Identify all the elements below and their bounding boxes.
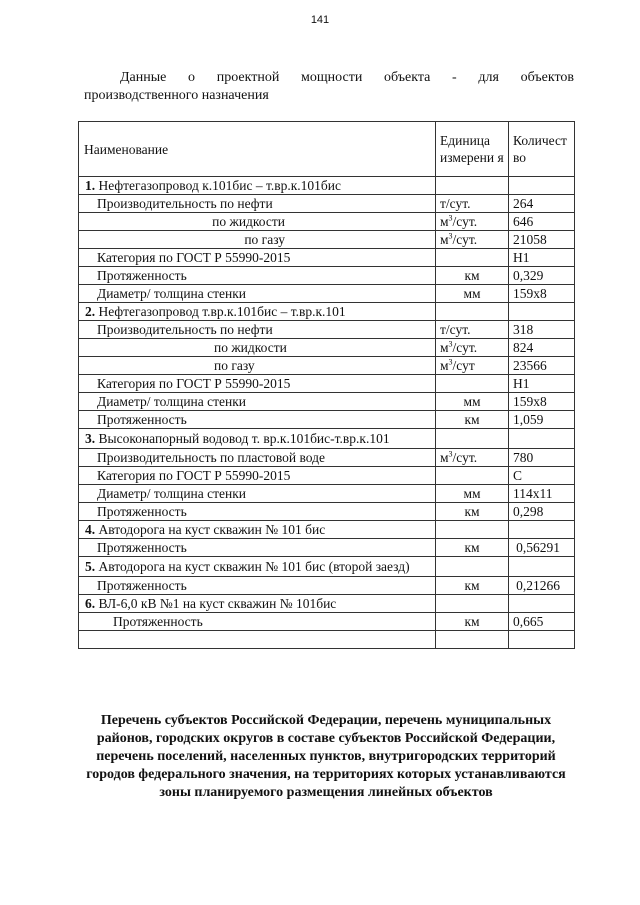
table-row xyxy=(79,411,575,429)
row-unit xyxy=(436,213,509,231)
table-row xyxy=(79,213,575,231)
row-unit xyxy=(436,449,509,467)
capacity-table-body xyxy=(79,122,575,649)
row-unit xyxy=(436,577,509,595)
unit-superscript: 3 xyxy=(448,449,453,458)
section-value-empty xyxy=(509,303,575,321)
section-row xyxy=(79,177,575,195)
section-value-empty xyxy=(509,429,575,449)
header-name: Наименование xyxy=(79,122,436,177)
section-number: 2. xyxy=(85,303,96,319)
unit-base: м xyxy=(440,339,449,355)
section-value-empty xyxy=(509,557,575,577)
table-row xyxy=(79,485,575,503)
row-name: по газу xyxy=(79,357,436,375)
table-row xyxy=(79,285,575,303)
empty-row xyxy=(79,631,575,649)
section-row xyxy=(79,303,575,321)
row-unit xyxy=(436,467,509,485)
row-name: Протяженность xyxy=(79,539,436,557)
row-unit xyxy=(436,285,509,303)
table-row xyxy=(79,393,575,411)
unit-base: т/сут. xyxy=(440,321,471,337)
section-unit-empty xyxy=(436,521,509,539)
row-value: 1,059 xyxy=(509,411,575,429)
row-name: Категория по ГОСТ Р 55990-2015 xyxy=(79,467,436,485)
section-unit-empty xyxy=(436,429,509,449)
row-unit xyxy=(436,249,509,267)
unit-base: км xyxy=(464,411,480,427)
unit-superscript: 3 xyxy=(448,213,453,222)
section-title-text: Нефтегазопровод к.101бис – т.вр.к.101бис xyxy=(98,177,341,193)
row-name: по газу xyxy=(79,231,436,249)
row-name: по жидкости xyxy=(79,339,436,357)
capacity-table xyxy=(78,121,575,649)
row-value: 21058 xyxy=(509,231,575,249)
unit-suffix: /сут. xyxy=(452,231,478,247)
unit-base: мм xyxy=(463,485,481,501)
row-value: 646 xyxy=(509,213,575,231)
section-title xyxy=(79,303,436,321)
row-value: 114х11 xyxy=(509,485,575,503)
header-unit: Единица измерени я xyxy=(436,122,509,177)
unit-base: мм xyxy=(463,393,481,409)
row-name: Производительность по нефти xyxy=(79,195,436,213)
row-name: Протяженность xyxy=(79,503,436,521)
row-value: 159х8 xyxy=(509,285,575,303)
section-title-text: Автодорога на куст скважин № 101 бис xyxy=(98,521,326,537)
row-value: 318 xyxy=(509,321,575,339)
header-value: Количест во xyxy=(509,122,575,177)
row-name: Категория по ГОСТ Р 55990-2015 xyxy=(79,375,436,393)
row-unit xyxy=(436,411,509,429)
unit-base: км xyxy=(464,613,480,629)
unit-base: м xyxy=(440,213,449,229)
table-row xyxy=(79,267,575,285)
section-title xyxy=(79,177,436,195)
table-row xyxy=(79,539,575,557)
row-name: Производительность по пластовой воде xyxy=(79,449,436,467)
table-header-row xyxy=(79,122,575,177)
table-row xyxy=(79,613,575,631)
row-value: 0,665 xyxy=(509,613,575,631)
section-row xyxy=(79,429,575,449)
row-name: Протяженность xyxy=(79,613,436,631)
row-value: Н1 xyxy=(509,249,575,267)
empty-cell xyxy=(79,631,436,649)
row-name: Производительность по нефти xyxy=(79,321,436,339)
section-value-empty xyxy=(509,177,575,195)
section-number: 4. xyxy=(85,521,96,537)
section-value-empty xyxy=(509,595,575,613)
section-value-empty xyxy=(509,521,575,539)
row-unit xyxy=(436,375,509,393)
row-unit xyxy=(436,485,509,503)
page-number: 141 xyxy=(310,14,330,26)
unit-base: т/сут. xyxy=(440,195,471,211)
table-row xyxy=(79,503,575,521)
section-heading: Перечень субъектов Российской Федерации, перечень муниципальных районов, городских округов в составе субъектов Российской Федерации, перечень поселений, населенных пунктов, внутригородских территорий городов федерального значения, на территориях которых устанавливаются зоны планируемого размещения линейных объектов xyxy=(86,713,566,800)
row-value: 0,56291 xyxy=(509,539,575,557)
unit-suffix: /сут. xyxy=(452,449,478,465)
row-name: Протяженность xyxy=(79,411,436,429)
row-name: Протяженность xyxy=(79,267,436,285)
row-value: 780 xyxy=(509,449,575,467)
unit-superscript: 3 xyxy=(448,231,453,240)
unit-base: м xyxy=(440,357,449,373)
row-name: по жидкости xyxy=(79,213,436,231)
section-unit-empty xyxy=(436,177,509,195)
section-number: 3. xyxy=(85,430,96,446)
row-unit xyxy=(436,613,509,631)
table-row xyxy=(79,467,575,485)
unit-base: км xyxy=(464,267,480,283)
row-value: 824 xyxy=(509,339,575,357)
section-title-text: Высоконапорный водовод т. вр.к.101бис-т.вр.к.101 xyxy=(98,430,390,446)
intro-line-2: производственного назначения xyxy=(84,88,269,103)
row-unit xyxy=(436,503,509,521)
row-name: Диаметр/ толщина стенки xyxy=(79,393,436,411)
table-row xyxy=(79,449,575,467)
section-title-text: Автодорога на куст скважин № 101 бис (второй заезд) xyxy=(98,558,410,574)
unit-base: км xyxy=(464,503,480,519)
row-value: 0,329 xyxy=(509,267,575,285)
row-value: С xyxy=(509,467,575,485)
row-unit xyxy=(436,267,509,285)
table-row xyxy=(79,375,575,393)
row-unit xyxy=(436,231,509,249)
unit-base: км xyxy=(464,539,480,555)
row-name: Диаметр/ толщина стенки xyxy=(79,285,436,303)
section-number: 6. xyxy=(85,595,96,611)
section-unit-empty xyxy=(436,557,509,577)
unit-superscript: 3 xyxy=(448,357,453,366)
row-value: Н1 xyxy=(509,375,575,393)
table-row xyxy=(79,249,575,267)
section-number: 5. xyxy=(85,558,96,574)
row-unit xyxy=(436,195,509,213)
section-row xyxy=(79,595,575,613)
row-value: 159х8 xyxy=(509,393,575,411)
row-value: 0,21266 xyxy=(509,577,575,595)
table-row xyxy=(79,577,575,595)
section-title-text: ВЛ-6,0 кВ №1 на куст скважин № 101бис xyxy=(98,595,337,611)
section-title xyxy=(79,429,436,449)
row-name: Категория по ГОСТ Р 55990-2015 xyxy=(79,249,436,267)
section-title-text: Нефтегазопровод т.вр.к.101бис – т.вр.к.101 xyxy=(98,303,346,319)
section-unit-empty xyxy=(436,303,509,321)
unit-suffix: /сут xyxy=(452,357,475,373)
intro-line-1: Данные о проектной мощности объекта - для объектов xyxy=(120,70,574,85)
table-row xyxy=(79,321,575,339)
unit-superscript: 3 xyxy=(448,339,453,348)
row-value: 23566 xyxy=(509,357,575,375)
unit-suffix: /сут. xyxy=(452,213,478,229)
row-unit xyxy=(436,393,509,411)
row-name: Протяженность xyxy=(79,577,436,595)
section-number: 1. xyxy=(85,177,96,193)
row-name: Диаметр/ толщина стенки xyxy=(79,485,436,503)
unit-base: м xyxy=(440,231,449,247)
row-unit xyxy=(436,357,509,375)
unit-base: м xyxy=(440,449,449,465)
intro-paragraph xyxy=(84,69,574,105)
empty-cell xyxy=(436,631,509,649)
row-unit xyxy=(436,339,509,357)
table-row xyxy=(79,339,575,357)
unit-base: мм xyxy=(463,285,481,301)
row-value: 0,298 xyxy=(509,503,575,521)
section-unit-empty xyxy=(436,595,509,613)
unit-suffix: /сут. xyxy=(452,339,478,355)
table-row xyxy=(79,195,575,213)
row-unit xyxy=(436,539,509,557)
empty-cell xyxy=(509,631,575,649)
row-value: 264 xyxy=(509,195,575,213)
section-row xyxy=(79,521,575,539)
section-title xyxy=(79,595,436,613)
row-unit xyxy=(436,321,509,339)
table-row xyxy=(79,231,575,249)
table-row xyxy=(79,357,575,375)
unit-base: км xyxy=(464,577,480,593)
section-title xyxy=(79,557,436,577)
section-row xyxy=(79,557,575,577)
section-title xyxy=(79,521,436,539)
